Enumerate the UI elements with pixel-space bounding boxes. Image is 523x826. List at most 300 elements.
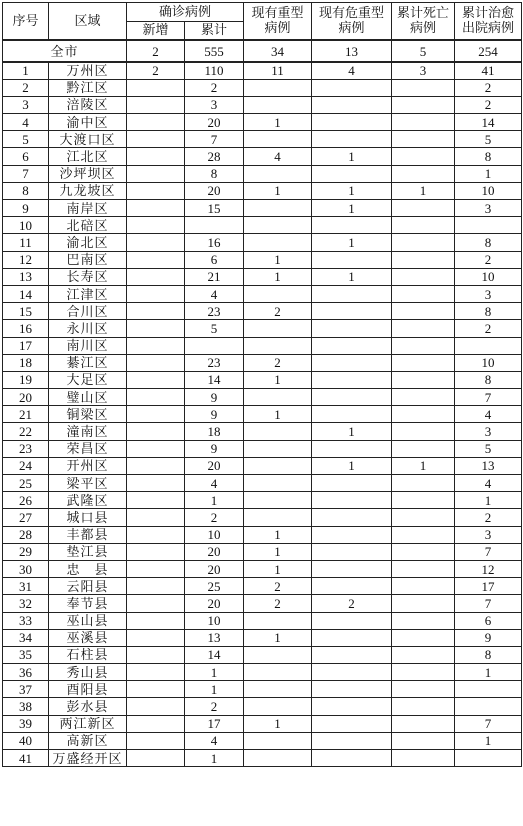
row-recovered: 13 bbox=[455, 457, 522, 474]
row-critical bbox=[312, 96, 392, 113]
row-deaths bbox=[392, 578, 455, 595]
row-severe: 11 bbox=[244, 62, 312, 79]
row-cumulative: 20 bbox=[185, 595, 244, 612]
row-area: 北碚区 bbox=[49, 217, 127, 234]
table-row bbox=[3, 200, 522, 217]
row-area: 石柱县 bbox=[49, 646, 127, 663]
table-row bbox=[3, 560, 522, 577]
row-deaths bbox=[392, 371, 455, 388]
row-cumulative: 20 bbox=[185, 114, 244, 131]
row-area: 合川区 bbox=[49, 303, 127, 320]
row-critical bbox=[312, 715, 392, 732]
header-row bbox=[3, 3, 522, 22]
row-cumulative: 2 bbox=[185, 509, 244, 526]
row-area: 荣昌区 bbox=[49, 440, 127, 457]
table-row bbox=[3, 629, 522, 646]
row-new bbox=[127, 715, 185, 732]
row-recovered: 1 bbox=[455, 732, 522, 749]
table-row bbox=[3, 664, 522, 681]
row-cumulative: 10 bbox=[185, 612, 244, 629]
row-deaths bbox=[392, 251, 455, 268]
row-deaths bbox=[392, 303, 455, 320]
row-area: 沙坪坝区 bbox=[49, 165, 127, 182]
table-row bbox=[3, 371, 522, 388]
row-critical: 1 bbox=[312, 148, 392, 165]
row-severe: 1 bbox=[244, 543, 312, 560]
total-severe: 34 bbox=[244, 40, 312, 62]
row-cumulative: 2 bbox=[185, 698, 244, 715]
row-cumulative: 2 bbox=[185, 79, 244, 96]
row-cumulative: 28 bbox=[185, 148, 244, 165]
row-area: 云阳县 bbox=[49, 578, 127, 595]
row-deaths bbox=[392, 320, 455, 337]
row-new bbox=[127, 543, 185, 560]
row-deaths bbox=[392, 234, 455, 251]
row-area: 垫江县 bbox=[49, 543, 127, 560]
row-deaths bbox=[392, 646, 455, 663]
row-critical bbox=[312, 320, 392, 337]
row-area: 巫溪县 bbox=[49, 629, 127, 646]
row-area: 渝北区 bbox=[49, 234, 127, 251]
row-number: 13 bbox=[3, 268, 49, 285]
table-row bbox=[3, 182, 522, 199]
row-number: 34 bbox=[3, 629, 49, 646]
row-area: 綦江区 bbox=[49, 354, 127, 371]
row-deaths: 1 bbox=[392, 457, 455, 474]
row-deaths bbox=[392, 509, 455, 526]
row-new bbox=[127, 732, 185, 749]
row-new bbox=[127, 389, 185, 406]
row-new bbox=[127, 509, 185, 526]
header-severe bbox=[244, 3, 312, 41]
row-deaths bbox=[392, 200, 455, 217]
row-critical bbox=[312, 732, 392, 749]
row-cumulative: 14 bbox=[185, 646, 244, 663]
row-area: 万州区 bbox=[49, 62, 127, 79]
row-new bbox=[127, 595, 185, 612]
total-new: 2 bbox=[127, 40, 185, 62]
row-new bbox=[127, 114, 185, 131]
row-critical: 1 bbox=[312, 457, 392, 474]
row-deaths: 1 bbox=[392, 182, 455, 199]
row-new bbox=[127, 200, 185, 217]
row-cumulative: 20 bbox=[185, 543, 244, 560]
row-recovered: 5 bbox=[455, 440, 522, 457]
table-row bbox=[3, 698, 522, 715]
row-new bbox=[127, 560, 185, 577]
row-severe bbox=[244, 234, 312, 251]
row-severe bbox=[244, 440, 312, 457]
row-recovered: 8 bbox=[455, 371, 522, 388]
row-deaths bbox=[392, 492, 455, 509]
total-deaths: 5 bbox=[392, 40, 455, 62]
row-severe bbox=[244, 217, 312, 234]
row-new bbox=[127, 440, 185, 457]
row-recovered: 12 bbox=[455, 560, 522, 577]
row-deaths bbox=[392, 595, 455, 612]
row-deaths bbox=[392, 664, 455, 681]
row-new bbox=[127, 646, 185, 663]
table-row bbox=[3, 646, 522, 663]
row-cumulative: 1 bbox=[185, 492, 244, 509]
row-cumulative: 4 bbox=[185, 285, 244, 302]
row-deaths: 3 bbox=[392, 62, 455, 79]
header-confirmed: 确诊病例 bbox=[127, 3, 244, 22]
row-severe bbox=[244, 131, 312, 148]
row-number: 22 bbox=[3, 423, 49, 440]
row-severe bbox=[244, 165, 312, 182]
row-cumulative: 3 bbox=[185, 96, 244, 113]
row-deaths bbox=[392, 79, 455, 96]
row-deaths bbox=[392, 475, 455, 492]
table-row bbox=[3, 165, 522, 182]
total-label: 全市 bbox=[3, 40, 127, 62]
row-new bbox=[127, 234, 185, 251]
row-number: 40 bbox=[3, 732, 49, 749]
row-severe bbox=[244, 664, 312, 681]
table-row bbox=[3, 251, 522, 268]
row-number: 20 bbox=[3, 389, 49, 406]
row-cumulative: 7 bbox=[185, 131, 244, 148]
row-cumulative: 14 bbox=[185, 371, 244, 388]
row-critical bbox=[312, 337, 392, 354]
row-new bbox=[127, 354, 185, 371]
row-severe bbox=[244, 389, 312, 406]
row-number: 8 bbox=[3, 182, 49, 199]
row-cumulative: 25 bbox=[185, 578, 244, 595]
row-recovered: 3 bbox=[455, 423, 522, 440]
row-number: 11 bbox=[3, 234, 49, 251]
row-severe bbox=[244, 79, 312, 96]
row-cumulative: 21 bbox=[185, 268, 244, 285]
row-deaths bbox=[392, 131, 455, 148]
row-area: 长寿区 bbox=[49, 268, 127, 285]
row-number: 21 bbox=[3, 406, 49, 423]
row-recovered: 4 bbox=[455, 406, 522, 423]
row-recovered: 1 bbox=[455, 165, 522, 182]
row-area: 渝中区 bbox=[49, 114, 127, 131]
row-number: 15 bbox=[3, 303, 49, 320]
row-area: 璧山区 bbox=[49, 389, 127, 406]
row-recovered: 2 bbox=[455, 251, 522, 268]
row-recovered: 41 bbox=[455, 62, 522, 79]
row-area: 彭水县 bbox=[49, 698, 127, 715]
row-cumulative bbox=[185, 217, 244, 234]
row-area: 黔江区 bbox=[49, 79, 127, 96]
row-critical bbox=[312, 389, 392, 406]
row-critical bbox=[312, 354, 392, 371]
table-row bbox=[3, 578, 522, 595]
row-critical bbox=[312, 543, 392, 560]
row-number: 25 bbox=[3, 475, 49, 492]
row-cumulative: 110 bbox=[185, 62, 244, 79]
row-number: 3 bbox=[3, 96, 49, 113]
row-area: 江北区 bbox=[49, 148, 127, 165]
row-recovered: 2 bbox=[455, 320, 522, 337]
row-deaths bbox=[392, 612, 455, 629]
table-row bbox=[3, 423, 522, 440]
row-critical bbox=[312, 509, 392, 526]
row-recovered: 9 bbox=[455, 629, 522, 646]
row-cumulative: 20 bbox=[185, 457, 244, 474]
row-number: 23 bbox=[3, 440, 49, 457]
row-critical: 1 bbox=[312, 182, 392, 199]
row-deaths bbox=[392, 165, 455, 182]
row-number: 27 bbox=[3, 509, 49, 526]
row-critical bbox=[312, 750, 392, 767]
row-severe: 1 bbox=[244, 268, 312, 285]
row-recovered: 1 bbox=[455, 664, 522, 681]
row-area: 忠 县 bbox=[49, 560, 127, 577]
table-row bbox=[3, 285, 522, 302]
row-severe bbox=[244, 492, 312, 509]
row-area: 南川区 bbox=[49, 337, 127, 354]
table-row bbox=[3, 732, 522, 749]
header-severe-text: 现有重型病例 bbox=[251, 6, 304, 36]
row-cumulative: 10 bbox=[185, 526, 244, 543]
table-row bbox=[3, 148, 522, 165]
row-critical bbox=[312, 131, 392, 148]
row-area: 奉节县 bbox=[49, 595, 127, 612]
row-new bbox=[127, 406, 185, 423]
row-severe bbox=[244, 200, 312, 217]
row-severe: 1 bbox=[244, 560, 312, 577]
row-critical bbox=[312, 251, 392, 268]
table-row bbox=[3, 354, 522, 371]
row-severe: 1 bbox=[244, 182, 312, 199]
row-severe bbox=[244, 681, 312, 698]
row-area: 潼南区 bbox=[49, 423, 127, 440]
row-recovered: 7 bbox=[455, 389, 522, 406]
row-recovered: 17 bbox=[455, 578, 522, 595]
row-number: 41 bbox=[3, 750, 49, 767]
row-critical bbox=[312, 475, 392, 492]
row-deaths bbox=[392, 543, 455, 560]
row-new bbox=[127, 320, 185, 337]
row-cumulative: 9 bbox=[185, 389, 244, 406]
row-critical bbox=[312, 165, 392, 182]
row-cumulative: 4 bbox=[185, 475, 244, 492]
row-severe: 2 bbox=[244, 595, 312, 612]
row-deaths bbox=[392, 285, 455, 302]
row-area: 永川区 bbox=[49, 320, 127, 337]
row-cumulative: 20 bbox=[185, 182, 244, 199]
row-critical bbox=[312, 664, 392, 681]
row-area: 大足区 bbox=[49, 371, 127, 388]
row-number: 4 bbox=[3, 114, 49, 131]
row-severe bbox=[244, 320, 312, 337]
row-deaths bbox=[392, 560, 455, 577]
row-number: 30 bbox=[3, 560, 49, 577]
row-critical bbox=[312, 560, 392, 577]
table-row bbox=[3, 131, 522, 148]
row-recovered: 1 bbox=[455, 492, 522, 509]
row-area: 秀山县 bbox=[49, 664, 127, 681]
row-cumulative: 15 bbox=[185, 200, 244, 217]
header-recovered bbox=[455, 3, 522, 41]
table-row bbox=[3, 320, 522, 337]
row-number: 39 bbox=[3, 715, 49, 732]
row-deaths bbox=[392, 423, 455, 440]
table-row bbox=[3, 457, 522, 474]
row-cumulative: 6 bbox=[185, 251, 244, 268]
header-new: 新增 bbox=[127, 22, 185, 41]
table-row bbox=[3, 96, 522, 113]
row-recovered: 4 bbox=[455, 475, 522, 492]
table-row bbox=[3, 268, 522, 285]
row-cumulative: 1 bbox=[185, 664, 244, 681]
row-deaths bbox=[392, 389, 455, 406]
row-cumulative: 23 bbox=[185, 303, 244, 320]
row-severe: 2 bbox=[244, 578, 312, 595]
row-recovered: 8 bbox=[455, 646, 522, 663]
row-number: 14 bbox=[3, 285, 49, 302]
row-area: 涪陵区 bbox=[49, 96, 127, 113]
row-number: 38 bbox=[3, 698, 49, 715]
table-row bbox=[3, 440, 522, 457]
row-severe bbox=[244, 337, 312, 354]
table-row bbox=[3, 681, 522, 698]
row-severe bbox=[244, 423, 312, 440]
row-number: 1 bbox=[3, 62, 49, 79]
row-deaths bbox=[392, 681, 455, 698]
row-area: 大渡口区 bbox=[49, 131, 127, 148]
row-deaths bbox=[392, 440, 455, 457]
row-severe: 1 bbox=[244, 114, 312, 131]
row-severe: 1 bbox=[244, 371, 312, 388]
row-deaths bbox=[392, 526, 455, 543]
row-critical bbox=[312, 371, 392, 388]
row-severe bbox=[244, 698, 312, 715]
row-number: 2 bbox=[3, 79, 49, 96]
row-new bbox=[127, 303, 185, 320]
row-new bbox=[127, 578, 185, 595]
table-row bbox=[3, 234, 522, 251]
row-severe: 1 bbox=[244, 715, 312, 732]
row-cumulative: 20 bbox=[185, 560, 244, 577]
row-deaths bbox=[392, 354, 455, 371]
row-number: 32 bbox=[3, 595, 49, 612]
row-cumulative: 13 bbox=[185, 629, 244, 646]
table-row bbox=[3, 595, 522, 612]
row-number: 28 bbox=[3, 526, 49, 543]
row-number: 26 bbox=[3, 492, 49, 509]
row-area: 巴南区 bbox=[49, 251, 127, 268]
row-recovered bbox=[455, 698, 522, 715]
row-number: 37 bbox=[3, 681, 49, 698]
row-critical: 1 bbox=[312, 234, 392, 251]
row-new bbox=[127, 131, 185, 148]
row-number: 19 bbox=[3, 371, 49, 388]
row-severe bbox=[244, 509, 312, 526]
row-deaths bbox=[392, 698, 455, 715]
row-critical bbox=[312, 681, 392, 698]
row-critical: 4 bbox=[312, 62, 392, 79]
row-number: 33 bbox=[3, 612, 49, 629]
row-critical bbox=[312, 492, 392, 509]
row-severe: 4 bbox=[244, 148, 312, 165]
row-cumulative: 9 bbox=[185, 440, 244, 457]
row-recovered: 7 bbox=[455, 543, 522, 560]
row-new: 2 bbox=[127, 62, 185, 79]
table-row bbox=[3, 750, 522, 767]
row-severe bbox=[244, 285, 312, 302]
header-area: 区域 bbox=[49, 3, 127, 41]
row-number: 18 bbox=[3, 354, 49, 371]
row-recovered bbox=[455, 337, 522, 354]
total-critical: 13 bbox=[312, 40, 392, 62]
header-no: 序号 bbox=[3, 3, 49, 41]
total-recovered: 254 bbox=[455, 40, 522, 62]
row-new bbox=[127, 217, 185, 234]
row-critical bbox=[312, 217, 392, 234]
row-recovered bbox=[455, 681, 522, 698]
row-deaths bbox=[392, 217, 455, 234]
row-critical bbox=[312, 698, 392, 715]
row-recovered: 8 bbox=[455, 148, 522, 165]
row-area: 万盛经开区 bbox=[49, 750, 127, 767]
row-new bbox=[127, 268, 185, 285]
row-new bbox=[127, 96, 185, 113]
header-deaths-text: 累计死亡病例 bbox=[397, 6, 450, 36]
row-cumulative: 9 bbox=[185, 406, 244, 423]
row-area: 铜梁区 bbox=[49, 406, 127, 423]
row-recovered: 2 bbox=[455, 509, 522, 526]
table-body bbox=[3, 40, 522, 767]
row-severe: 1 bbox=[244, 406, 312, 423]
row-cumulative: 23 bbox=[185, 354, 244, 371]
table-row bbox=[3, 79, 522, 96]
header-critical bbox=[312, 3, 392, 41]
row-recovered: 3 bbox=[455, 526, 522, 543]
row-recovered: 10 bbox=[455, 354, 522, 371]
row-cumulative: 18 bbox=[185, 423, 244, 440]
row-severe bbox=[244, 475, 312, 492]
row-area: 城口县 bbox=[49, 509, 127, 526]
row-deaths bbox=[392, 750, 455, 767]
row-recovered: 10 bbox=[455, 268, 522, 285]
row-new bbox=[127, 371, 185, 388]
table-row bbox=[3, 114, 522, 131]
row-cumulative: 17 bbox=[185, 715, 244, 732]
row-new bbox=[127, 750, 185, 767]
row-area: 两江新区 bbox=[49, 715, 127, 732]
row-severe: 2 bbox=[244, 354, 312, 371]
row-deaths bbox=[392, 715, 455, 732]
header-recovered-text: 累计治愈出院病例 bbox=[462, 6, 515, 36]
row-cumulative: 4 bbox=[185, 732, 244, 749]
row-new bbox=[127, 457, 185, 474]
row-area: 九龙坡区 bbox=[49, 182, 127, 199]
row-new bbox=[127, 165, 185, 182]
row-deaths bbox=[392, 629, 455, 646]
row-number: 31 bbox=[3, 578, 49, 595]
row-severe bbox=[244, 732, 312, 749]
row-area: 丰都县 bbox=[49, 526, 127, 543]
row-cumulative bbox=[185, 337, 244, 354]
row-new bbox=[127, 337, 185, 354]
table-row bbox=[3, 389, 522, 406]
row-new bbox=[127, 79, 185, 96]
row-recovered: 7 bbox=[455, 595, 522, 612]
row-severe: 1 bbox=[244, 251, 312, 268]
table-row bbox=[3, 303, 522, 320]
row-recovered: 3 bbox=[455, 200, 522, 217]
row-area: 梁平区 bbox=[49, 475, 127, 492]
row-deaths bbox=[392, 337, 455, 354]
row-new bbox=[127, 681, 185, 698]
table-row bbox=[3, 526, 522, 543]
